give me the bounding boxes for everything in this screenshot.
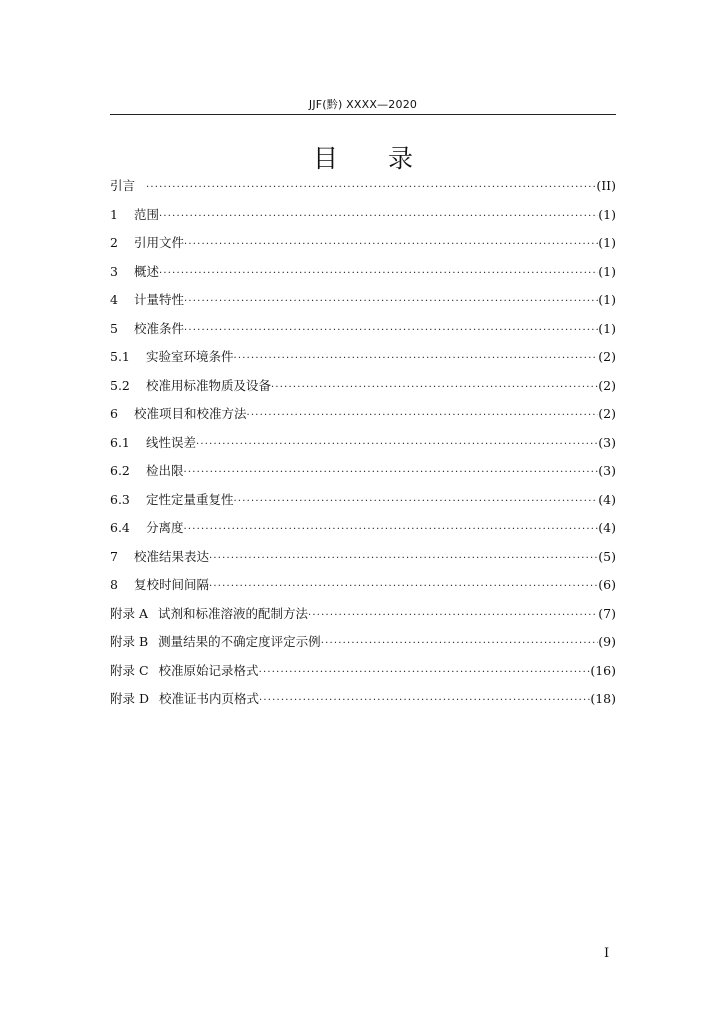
toc-entry-8[interactable]	[110, 571, 616, 600]
toc-entry-label: 线性误差	[146, 434, 197, 450]
toc-entry-label: 引用文件	[134, 235, 185, 250]
toc-entry-3[interactable]	[110, 258, 616, 287]
running-header: JJF(黔) XXXX—2020	[308, 98, 418, 111]
toc-entry-number: 附录 D	[110, 691, 149, 706]
toc-entry-appendix-a[interactable]	[110, 600, 616, 629]
toc-entry-appendix-d[interactable]	[110, 685, 616, 714]
toc-entry-6[interactable]	[110, 400, 616, 429]
toc-entry-label: 实验室环境条件	[146, 349, 234, 364]
toc-entry-label: 概述	[134, 263, 160, 279]
toc-leader-dots	[247, 402, 599, 430]
toc-leader-dots	[184, 317, 598, 345]
toc-leader-dots	[321, 630, 599, 658]
toc-leader-dots	[271, 374, 598, 402]
toc-leader-dots	[259, 687, 590, 715]
toc-entry-4[interactable]	[110, 286, 616, 315]
toc-leader-dots	[209, 545, 598, 573]
toc-entry-label: 校准原始记录格式	[158, 662, 259, 678]
toc-entry-number: 7	[110, 548, 118, 564]
toc-leader-dots	[159, 203, 598, 231]
toc-entry-page: (9)	[598, 634, 616, 649]
toc-leader-dots	[184, 459, 599, 487]
toc-entry-page: (2)	[598, 377, 616, 393]
toc-entry-5-1[interactable]	[110, 343, 616, 372]
toc-entry-label: 校准用标准物质及设备	[146, 377, 272, 393]
toc-entry-page: (18)	[590, 691, 616, 706]
table-of-contents	[110, 172, 616, 714]
toc-entry-number: 6.4	[110, 520, 130, 535]
toc-entry-page: (1)	[598, 292, 616, 307]
toc-entry-label: 校准结果表达	[134, 548, 210, 564]
toc-entry-number: 1	[110, 206, 118, 222]
toc-entry-label: 分离度	[146, 520, 184, 535]
toc-entry-label: 范围	[134, 206, 160, 222]
toc-leader-dots	[146, 174, 596, 202]
toc-entry-label: 复校时间间隔	[134, 577, 210, 592]
toc-entry-number: 6.2	[110, 463, 130, 478]
toc-leader-dots	[308, 602, 598, 630]
toc-entry-number: 8	[110, 577, 118, 592]
toc-entry-preface[interactable]	[110, 172, 616, 201]
toc-entry-number: 5	[110, 320, 118, 336]
toc-leader-dots	[259, 659, 591, 687]
toc-entry-page: (II)	[596, 178, 616, 193]
toc-entry-number: 6	[110, 406, 118, 421]
toc-entry-number: 2	[110, 235, 118, 250]
header-rule	[110, 114, 616, 115]
toc-entry-page: (6)	[598, 577, 616, 592]
toc-entry-appendix-c[interactable]	[110, 657, 616, 686]
toc-entry-5[interactable]	[110, 315, 616, 344]
page-title: 目录	[312, 144, 463, 173]
toc-entry-6-1[interactable]	[110, 429, 616, 458]
toc-entry-number: 引言	[110, 178, 136, 193]
toc-entry-page: (7)	[598, 605, 616, 621]
toc-entry-label: 定性定量重复性	[146, 491, 234, 507]
toc-leader-dots	[159, 260, 598, 288]
toc-entry-label: 计量特性	[134, 292, 185, 307]
toc-leader-dots	[184, 288, 598, 316]
toc-entry-7[interactable]	[110, 543, 616, 572]
toc-entry-appendix-b[interactable]	[110, 628, 616, 657]
toc-entry-5-2[interactable]	[110, 372, 616, 401]
toc-leader-dots	[234, 488, 599, 516]
toc-leader-dots	[234, 345, 599, 373]
toc-entry-page: (1)	[598, 320, 616, 336]
toc-entry-label: 校准项目和校准方法	[134, 406, 247, 421]
toc-leader-dots	[209, 573, 598, 601]
toc-entry-page: (2)	[598, 349, 616, 364]
toc-entry-number: 6.3	[110, 491, 130, 507]
toc-entry-number: 附录 B	[110, 634, 149, 649]
toc-entry-page: (16)	[590, 662, 616, 678]
toc-entry-1[interactable]	[110, 201, 616, 230]
toc-entry-page: (1)	[598, 235, 616, 250]
toc-entry-page: (4)	[598, 491, 616, 507]
toc-entry-page: (4)	[598, 520, 616, 535]
page-number: I	[604, 946, 610, 961]
toc-entry-label: 校准证书内页格式	[159, 691, 260, 706]
toc-leader-dots	[184, 231, 598, 259]
toc-entry-number: 6.1	[110, 434, 130, 450]
toc-entry-page: (3)	[598, 434, 616, 450]
toc-entry-label: 校准条件	[134, 320, 185, 336]
toc-entry-label: 检出限	[146, 463, 184, 478]
toc-entry-page: (1)	[598, 263, 616, 279]
toc-entry-number: 5.1	[110, 349, 130, 364]
toc-entry-6-2[interactable]	[110, 457, 616, 486]
toc-entry-number: 附录 A	[110, 605, 149, 621]
toc-entry-6-3[interactable]	[110, 486, 616, 515]
toc-entry-label: 试剂和标准溶液的配制方法	[158, 605, 309, 621]
toc-entry-number: 3	[110, 263, 118, 279]
toc-entry-page: (2)	[598, 406, 616, 421]
toc-entry-page: (5)	[598, 548, 616, 564]
toc-entry-page: (3)	[598, 463, 616, 478]
toc-entry-2[interactable]	[110, 229, 616, 258]
toc-entry-page: (1)	[598, 206, 616, 222]
toc-entry-number: 4	[110, 292, 118, 307]
toc-leader-dots	[196, 431, 598, 459]
toc-entry-6-4[interactable]	[110, 514, 616, 543]
toc-leader-dots	[184, 516, 599, 544]
toc-entry-number: 5.2	[110, 377, 130, 393]
toc-entry-label: 测量结果的不确定度评定示例	[158, 634, 321, 649]
toc-entry-number: 附录 C	[110, 662, 149, 678]
